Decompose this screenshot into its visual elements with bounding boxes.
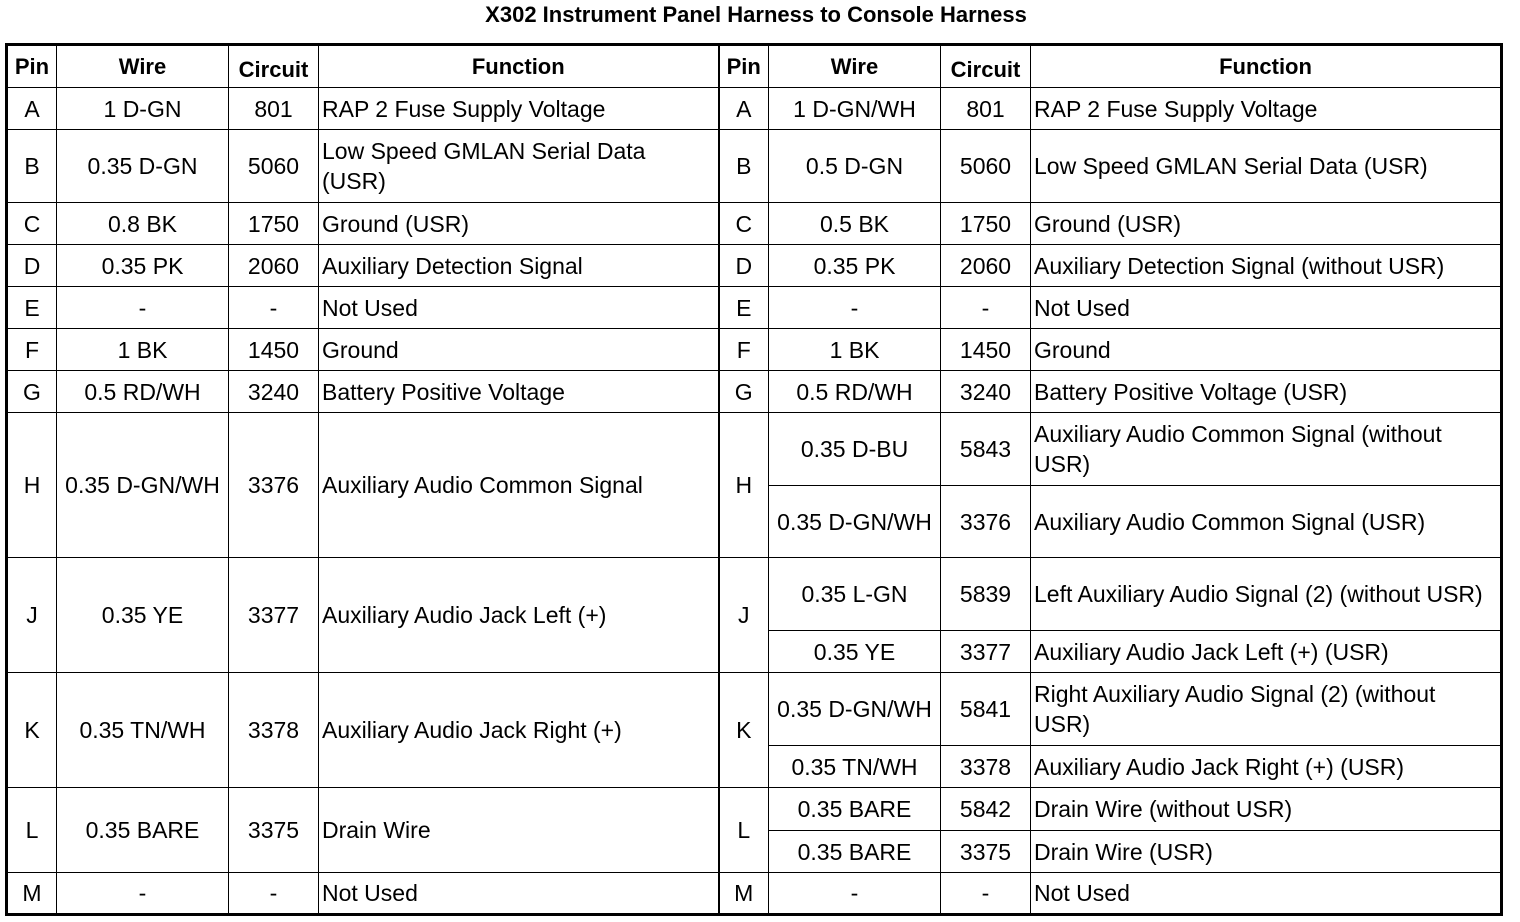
table-row xyxy=(7,873,1502,915)
header-circuit: Circuit xyxy=(941,45,1031,88)
cell-pin: M xyxy=(7,873,57,915)
cell-circuit: 5843 xyxy=(941,413,1031,486)
cell-wire: - xyxy=(57,287,229,329)
table-row xyxy=(7,788,1502,831)
cell-function: Not Used xyxy=(319,873,719,915)
cell-wire: 0.35 BARE xyxy=(57,788,229,873)
cell-pin: B xyxy=(7,130,57,203)
cell-wire: - xyxy=(769,873,941,915)
cell-function: Not Used xyxy=(1031,287,1502,329)
cell-wire: 0.35 YE xyxy=(57,558,229,673)
cell-function: Auxiliary Audio Jack Right (+) (USR) xyxy=(1031,746,1502,788)
cell-wire: 1 D-GN xyxy=(57,88,229,130)
cell-function: Drain Wire (without USR) xyxy=(1031,788,1502,831)
cell-function: Auxiliary Audio Jack Left (+) (USR) xyxy=(1031,631,1502,673)
table-row xyxy=(7,287,1502,329)
cell-pin: K xyxy=(7,673,57,788)
cell-wire: - xyxy=(57,873,229,915)
cell-pin: H xyxy=(719,413,769,558)
cell-pin: J xyxy=(7,558,57,673)
cell-pin: E xyxy=(719,287,769,329)
table-row xyxy=(7,413,1502,486)
cell-function: Ground xyxy=(319,329,719,371)
table-row xyxy=(7,88,1502,130)
cell-circuit: 3376 xyxy=(229,413,319,558)
pin-rows xyxy=(7,88,1502,915)
cell-circuit: 2060 xyxy=(229,245,319,287)
cell-pin: B xyxy=(719,130,769,203)
table-row xyxy=(7,371,1502,413)
cell-pin: K xyxy=(719,673,769,788)
cell-function: Right Auxiliary Audio Signal (2) (without USR) xyxy=(1031,673,1502,746)
cell-circuit: 801 xyxy=(941,88,1031,130)
table-row xyxy=(7,203,1502,245)
cell-wire: 0.35 TN/WH xyxy=(57,673,229,788)
cell-wire: 0.35 D-BU xyxy=(769,413,941,486)
cell-function: Battery Positive Voltage xyxy=(319,371,719,413)
cell-function: Not Used xyxy=(1031,873,1502,915)
cell-function: Left Auxiliary Audio Signal (2) (without USR) xyxy=(1031,558,1502,631)
cell-circuit: 3378 xyxy=(229,673,319,788)
cell-wire: 0.35 D-GN/WH xyxy=(769,673,941,746)
cell-wire: 0.35 TN/WH xyxy=(769,746,941,788)
cell-wire: 0.5 RD/WH xyxy=(57,371,229,413)
cell-circuit: 5841 xyxy=(941,673,1031,746)
cell-function: Not Used xyxy=(319,287,719,329)
cell-wire: 0.5 BK xyxy=(769,203,941,245)
table-row xyxy=(7,130,1502,203)
cell-circuit: 801 xyxy=(229,88,319,130)
table-row xyxy=(7,245,1502,287)
cell-function: RAP 2 Fuse Supply Voltage xyxy=(319,88,719,130)
cell-circuit: - xyxy=(229,873,319,915)
cell-wire: 0.35 D-GN/WH xyxy=(57,413,229,558)
cell-pin: C xyxy=(719,203,769,245)
cell-wire: 0.35 PK xyxy=(57,245,229,287)
cell-function: Drain Wire (USR) xyxy=(1031,831,1502,873)
cell-circuit: 1450 xyxy=(941,329,1031,371)
cell-circuit: 3376 xyxy=(941,486,1031,558)
header-function: Function xyxy=(1031,45,1502,88)
cell-circuit: 5060 xyxy=(941,130,1031,203)
cell-wire: 1 BK xyxy=(769,329,941,371)
cell-function: Ground (USR) xyxy=(319,203,719,245)
cell-pin: F xyxy=(7,329,57,371)
cell-pin: A xyxy=(719,88,769,130)
connector-pinout-table xyxy=(5,43,1503,916)
cell-wire: 0.35 BARE xyxy=(769,788,941,831)
cell-pin: J xyxy=(719,558,769,673)
cell-circuit: 3377 xyxy=(229,558,319,673)
cell-circuit: 1450 xyxy=(229,329,319,371)
cell-wire: 0.35 L-GN xyxy=(769,558,941,631)
cell-wire: 1 BK xyxy=(57,329,229,371)
cell-function: Auxiliary Audio Common Signal xyxy=(319,413,719,558)
cell-circuit: 1750 xyxy=(941,203,1031,245)
cell-pin: L xyxy=(7,788,57,873)
cell-pin: E xyxy=(7,287,57,329)
cell-pin: G xyxy=(7,371,57,413)
cell-circuit: 5060 xyxy=(229,130,319,203)
table-row xyxy=(7,558,1502,631)
cell-wire: 0.35 D-GN/WH xyxy=(769,486,941,558)
cell-function: Drain Wire xyxy=(319,788,719,873)
cell-pin: G xyxy=(719,371,769,413)
cell-circuit: 3375 xyxy=(941,831,1031,873)
cell-function: Low Speed GMLAN Serial Data (USR) xyxy=(1031,130,1502,203)
cell-circuit: 5839 xyxy=(941,558,1031,631)
cell-function: Auxiliary Audio Common Signal (without USR) xyxy=(1031,413,1502,486)
table-row xyxy=(7,673,1502,746)
cell-wire: 0.35 YE xyxy=(769,631,941,673)
cell-function: Battery Positive Voltage (USR) xyxy=(1031,371,1502,413)
cell-circuit: 5842 xyxy=(941,788,1031,831)
cell-pin: D xyxy=(7,245,57,287)
cell-wire: 0.35 PK xyxy=(769,245,941,287)
header-wire: Wire xyxy=(769,45,941,88)
cell-pin: F xyxy=(719,329,769,371)
cell-function: Auxiliary Audio Jack Right (+) xyxy=(319,673,719,788)
cell-circuit: 3378 xyxy=(941,746,1031,788)
cell-pin: M xyxy=(719,873,769,915)
cell-function: Ground xyxy=(1031,329,1502,371)
table-row xyxy=(7,329,1502,371)
cell-wire: 0.5 RD/WH xyxy=(769,371,941,413)
cell-wire: 0.35 D-GN xyxy=(57,130,229,203)
header-row xyxy=(7,45,1502,88)
cell-function: Auxiliary Audio Common Signal (USR) xyxy=(1031,486,1502,558)
header-circuit: Circuit xyxy=(229,45,319,88)
header-function: Function xyxy=(319,45,719,88)
cell-pin: H xyxy=(7,413,57,558)
cell-circuit: - xyxy=(229,287,319,329)
header-pin: Pin xyxy=(719,45,769,88)
cell-circuit: 3375 xyxy=(229,788,319,873)
cell-pin: D xyxy=(719,245,769,287)
cell-pin: L xyxy=(719,788,769,873)
cell-circuit: 3240 xyxy=(229,371,319,413)
cell-pin: C xyxy=(7,203,57,245)
cell-wire: 1 D-GN/WH xyxy=(769,88,941,130)
cell-function: Auxiliary Detection Signal (without USR) xyxy=(1031,245,1502,287)
cell-function: Low Speed GMLAN Serial Data (USR) xyxy=(319,130,719,203)
cell-wire: 0.5 D-GN xyxy=(769,130,941,203)
cell-circuit: - xyxy=(941,287,1031,329)
cell-circuit: - xyxy=(941,873,1031,915)
cell-circuit: 3377 xyxy=(941,631,1031,673)
cell-function: RAP 2 Fuse Supply Voltage xyxy=(1031,88,1502,130)
header-wire: Wire xyxy=(57,45,229,88)
cell-circuit: 2060 xyxy=(941,245,1031,287)
header-pin: Pin xyxy=(7,45,57,88)
cell-pin: A xyxy=(7,88,57,130)
cell-circuit: 3240 xyxy=(941,371,1031,413)
cell-function: Auxiliary Audio Jack Left (+) xyxy=(319,558,719,673)
page-title: X302 Instrument Panel Harness to Console Harness xyxy=(485,2,1027,27)
cell-function: Ground (USR) xyxy=(1031,203,1502,245)
cell-function: Auxiliary Detection Signal xyxy=(319,245,719,287)
cell-wire: - xyxy=(769,287,941,329)
cell-circuit: 1750 xyxy=(229,203,319,245)
cell-wire: 0.35 BARE xyxy=(769,831,941,873)
cell-wire: 0.8 BK xyxy=(57,203,229,245)
